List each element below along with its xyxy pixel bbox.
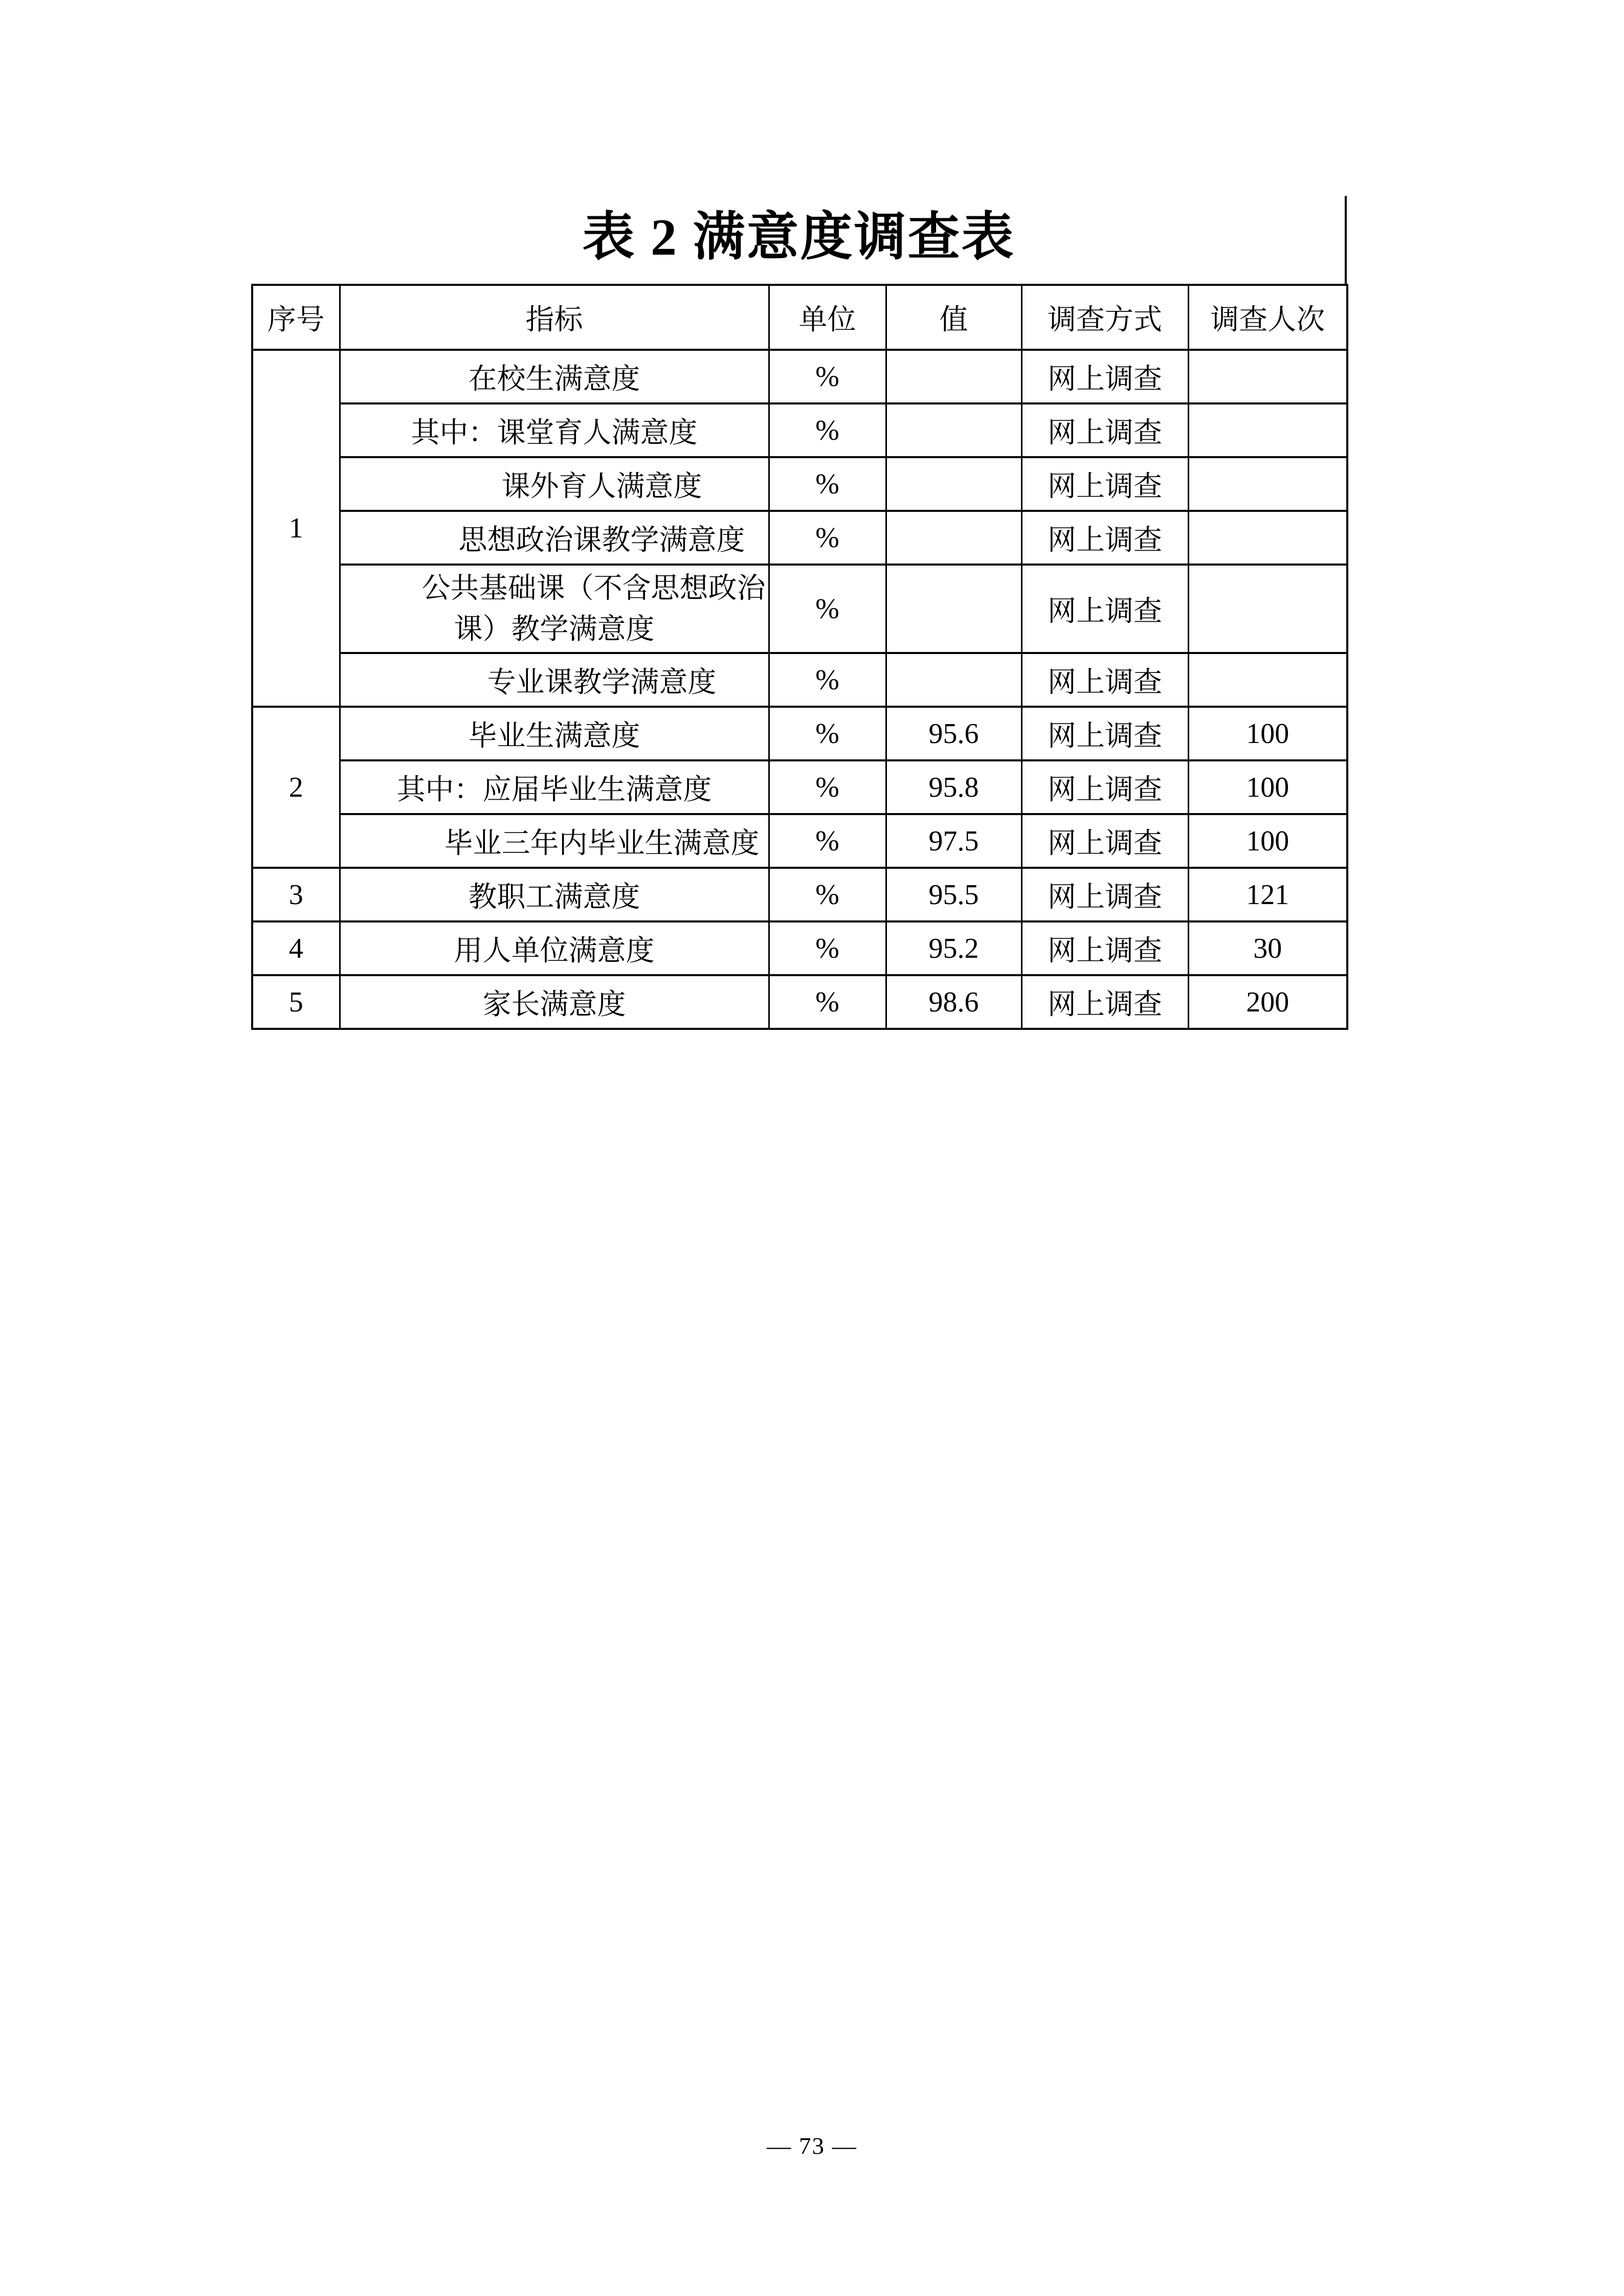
cell-indicator: 教职工满意度 [340, 868, 769, 921]
table-row [252, 653, 1347, 707]
header-indicator: 指标 [340, 285, 769, 350]
cell-count: 30 [1188, 921, 1347, 975]
cell-count [1188, 565, 1347, 653]
cell-indicator [340, 565, 769, 653]
cell-no-group2: 2 [252, 707, 340, 868]
cell-unit: % [769, 350, 886, 403]
cell-unit: % [769, 760, 886, 814]
table-row [252, 760, 1347, 814]
table-row [252, 457, 1347, 511]
cell-unit: % [769, 921, 886, 975]
cell-count: 121 [1188, 868, 1347, 921]
cell-count [1188, 350, 1347, 403]
header-no: 序号 [252, 285, 340, 350]
table-row [252, 868, 1347, 921]
cell-value: 95.2 [886, 921, 1021, 975]
cell-value [886, 511, 1021, 565]
cell-indicator: 其中：应届毕业生满意度 [340, 760, 769, 814]
cell-indicator: 专业课教学满意度 [340, 653, 769, 707]
cell-count [1188, 403, 1347, 457]
satisfaction-survey-table [251, 284, 1348, 1030]
header-unit: 单位 [769, 285, 886, 350]
cell-method: 网上调查 [1021, 511, 1188, 565]
cell-unit: % [769, 814, 886, 868]
table-row [252, 921, 1347, 975]
table-row [252, 350, 1347, 403]
cell-method: 网上调查 [1021, 403, 1188, 457]
cell-indicator: 家长满意度 [340, 975, 769, 1029]
cell-indicator: 用人单位满意度 [340, 921, 769, 975]
table-row [252, 814, 1347, 868]
cell-method: 网上调查 [1021, 707, 1188, 760]
table-title: 表 2 满意度调查表 [582, 209, 1015, 266]
cell-value [886, 403, 1021, 457]
cell-value [886, 457, 1021, 511]
cell-indicator: 思想政治课教学满意度 [340, 511, 769, 565]
cell-value: 97.5 [886, 814, 1021, 868]
cell-method: 网上调查 [1021, 760, 1188, 814]
cell-count [1188, 457, 1347, 511]
cell-unit: % [769, 511, 886, 565]
cell-value [886, 350, 1021, 403]
revision-bar [1345, 196, 1347, 286]
cell-count [1188, 653, 1347, 707]
cell-method: 网上调查 [1021, 653, 1188, 707]
header-count: 调查人次 [1188, 285, 1347, 350]
header-row [252, 285, 1347, 350]
cell-method: 网上调查 [1021, 565, 1188, 653]
cell-indicator: 毕业三年内毕业生满意度 [340, 814, 769, 868]
cell-indicator: 课外育人满意度 [340, 457, 769, 511]
cell-unit: % [769, 653, 886, 707]
cell-no: 4 [252, 921, 340, 975]
cell-count: 100 [1188, 760, 1347, 814]
cell-count [1188, 511, 1347, 565]
header-method: 调查方式 [1021, 285, 1188, 350]
indicator-line-1: 公共基础课（不含思想政治 [421, 572, 766, 604]
cell-value: 95.6 [886, 707, 1021, 760]
cell-method: 网上调查 [1021, 814, 1188, 868]
table-row [252, 975, 1347, 1029]
cell-unit: % [769, 975, 886, 1029]
table-row [252, 565, 1347, 653]
cell-unit: % [769, 403, 886, 457]
table-row [252, 511, 1347, 565]
cell-unit: % [769, 565, 886, 653]
cell-indicator: 其中：课堂育人满意度 [340, 403, 769, 457]
cell-method: 网上调查 [1021, 350, 1188, 403]
table-row [252, 707, 1347, 760]
cell-method: 网上调查 [1021, 975, 1188, 1029]
cell-value: 95.8 [886, 760, 1021, 814]
cell-indicator: 毕业生满意度 [340, 707, 769, 760]
cell-value [886, 565, 1021, 653]
cell-value: 95.5 [886, 868, 1021, 921]
cell-method: 网上调查 [1021, 868, 1188, 921]
cell-no: 3 [252, 868, 340, 921]
cell-unit: % [769, 707, 886, 760]
cell-unit: % [769, 868, 886, 921]
cell-count: 200 [1188, 975, 1347, 1029]
indicator-line-2: 课）教学满意度 [454, 613, 655, 645]
cell-value [886, 653, 1021, 707]
cell-count: 100 [1188, 707, 1347, 760]
cell-count: 100 [1188, 814, 1347, 868]
cell-unit: % [769, 457, 886, 511]
table-row [252, 403, 1347, 457]
cell-method: 网上调查 [1021, 457, 1188, 511]
cell-no-group1: 1 [252, 350, 340, 707]
cell-value: 98.6 [886, 975, 1021, 1029]
cell-no: 5 [252, 975, 340, 1029]
cell-method: 网上调查 [1021, 921, 1188, 975]
header-value: 值 [886, 285, 1021, 350]
cell-indicator: 在校生满意度 [340, 350, 769, 403]
page-number: — 73 — [767, 2133, 857, 2159]
